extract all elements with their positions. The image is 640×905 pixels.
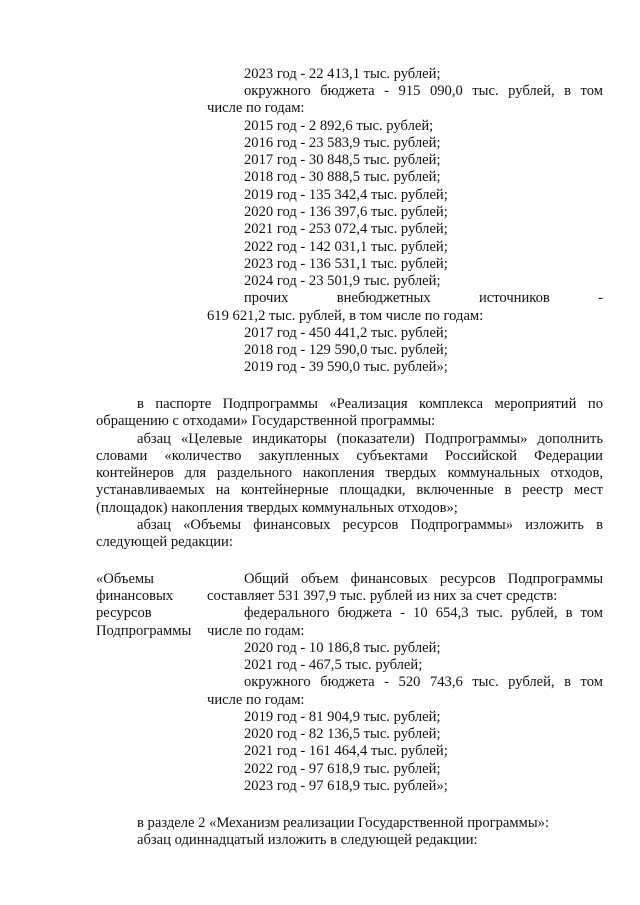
text-line: 2018 год - 30 888,5 тыс. рублей;: [244, 169, 441, 185]
paragraph-line: абзац одиннадцатый изложить в следующей редакции:: [137, 832, 478, 848]
paragraph-line: следующей редакции:: [96, 534, 233, 550]
text-line: окружного бюджета - 915 090,0 тыс. рублей, в том: [244, 83, 603, 99]
value-line: числе по годам:: [207, 692, 305, 708]
text-line: 2022 год - 142 031,1 тыс. рублей;: [244, 239, 448, 255]
paragraph-line: абзац «Объемы финансовых ресурсов Подпрограммы» изложить в: [137, 517, 603, 533]
value-line: числе по годам:: [207, 623, 305, 639]
value-line: составляет 531 397,9 тыс. рублей из них за счет средств:: [207, 588, 558, 604]
value-line: 2020 год - 82 136,5 тыс. рублей;: [244, 726, 441, 742]
text-line: прочих внебюджетных источников -: [244, 290, 603, 306]
label-line: финансовых: [96, 588, 174, 604]
text-line: 2019 год - 135 342,4 тыс. рублей;: [244, 187, 448, 203]
value-line: 2023 год - 97 618,9 тыс. рублей»;: [244, 778, 448, 794]
value-line: окружного бюджета - 520 743,6 тыс. рублей, в том: [244, 674, 603, 690]
paragraph-line: в разделе 2 «Механизм реализации Государственной программы»:: [137, 815, 550, 831]
paragraph-line: в паспорте Подпрограммы «Реализация комплекса мероприятий по: [137, 396, 603, 412]
paragraph-line: словами «количество закупленных субъектами Российской Федерации: [96, 448, 603, 464]
value-line: 2022 год - 97 618,9 тыс. рублей;: [244, 761, 441, 777]
label-line: «Объемы: [96, 571, 154, 587]
text-line: числе по годам:: [207, 100, 305, 116]
text-line: 2023 год - 136 531,1 тыс. рублей;: [244, 256, 448, 272]
text-line: 2019 год - 39 590,0 тыс. рублей»;: [244, 359, 448, 375]
paragraph-line: (площадок) накопления твердых коммунальных отходов»;: [96, 500, 458, 516]
text-line: 2015 год - 2 892,6 тыс. рублей;: [244, 118, 434, 134]
value-line: федерального бюджета - 10 654,3 тыс. рублей, в том: [244, 605, 603, 621]
text-line: 2023 год - 22 413,1 тыс. рублей;: [244, 66, 441, 82]
text-line: 2016 год - 23 583,9 тыс. рублей;: [244, 135, 441, 151]
paragraph-line: устанавливаемых на контейнерные площадки, включенные в реестр мест: [96, 482, 603, 498]
value-line: 2019 год - 81 904,9 тыс. рублей;: [244, 709, 441, 725]
text-line: 2024 год - 23 501,9 тыс. рублей;: [244, 273, 441, 289]
value-line: 2021 год - 467,5 тыс. рублей;: [244, 657, 423, 673]
text-line: 2020 год - 136 397,6 тыс. рублей;: [244, 204, 448, 220]
text-line: 2017 год - 30 848,5 тыс. рублей;: [244, 152, 441, 168]
paragraph-line: обращению с отходами» Государственной программы:: [96, 413, 436, 429]
text-line: 2018 год - 129 590,0 тыс. рублей;: [244, 342, 448, 358]
value-line: 2021 год - 161 464,4 тыс. рублей;: [244, 743, 448, 759]
label-line: Подпрограммы: [96, 623, 192, 639]
text-line: 2017 год - 450 441,2 тыс. рублей;: [244, 325, 448, 341]
paragraph-line: абзац «Целевые индикаторы (показатели) Подпрограммы» дополнить: [137, 431, 603, 447]
label-line: ресурсов: [96, 605, 152, 621]
text-line: 619 621,2 тыс. рублей, в том числе по годам:: [207, 308, 484, 324]
value-line: 2020 год - 10 186,8 тыс. рублей;: [244, 640, 441, 656]
text-line: 2021 год - 253 072,4 тыс. рублей;: [244, 221, 448, 237]
value-line: Общий объем финансовых ресурсов Подпрограммы: [244, 571, 603, 587]
paragraph-line: контейнеров для раздельного накопления твердых коммунальных отходов,: [96, 465, 603, 481]
